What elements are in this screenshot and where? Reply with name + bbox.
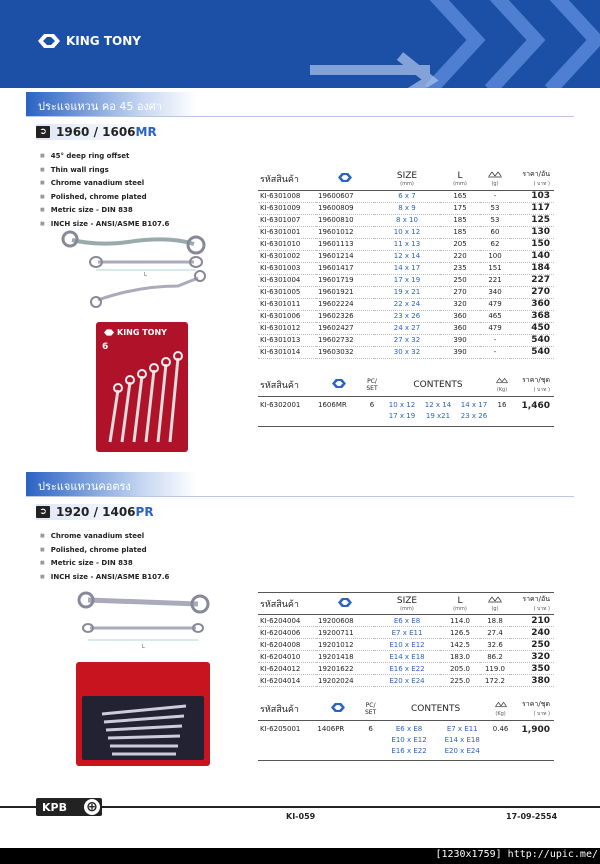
weight: 53 <box>480 214 510 226</box>
brand-logo-text: KING TONY <box>66 34 141 48</box>
section2-title: ประแจแหวนคอตรง <box>26 472 196 496</box>
table-row <box>258 262 554 274</box>
length: 205.0 <box>440 663 480 675</box>
table-row <box>258 627 554 639</box>
size: 24 x 27 <box>374 322 440 334</box>
price: 350 <box>510 663 554 675</box>
col-price-header: ราคา/อัน ( บาท ) <box>510 168 554 190</box>
brand-logo <box>38 34 141 48</box>
item-code: KI-6301009 <box>258 202 316 214</box>
page-footer <box>0 796 600 832</box>
set-col-price-header: ราคา/ชุด ( บาท ) <box>510 374 554 396</box>
set-content-item: E14 x E18 <box>444 735 480 744</box>
section2-features <box>40 530 169 584</box>
section1-divider <box>26 116 574 117</box>
set-pc: 6 <box>362 396 382 426</box>
section2-model-prefix: 1920 / 1406 <box>56 505 136 519</box>
set-row <box>258 396 554 426</box>
item-code: KI-6301002 <box>258 250 316 262</box>
section1-model-title <box>36 124 166 140</box>
price: 130 <box>510 226 554 238</box>
header-banner <box>0 0 600 88</box>
price: 117 <box>510 202 554 214</box>
item-code: KI-6204010 <box>258 651 316 663</box>
item-code: KI-6204006 <box>258 627 316 639</box>
item-code: KI-6301008 <box>258 190 316 202</box>
size: 10 x 12 <box>374 226 440 238</box>
price: 140 <box>510 250 554 262</box>
straight-wrench-drawing <box>74 590 210 652</box>
table-row <box>258 346 554 358</box>
item-code: KI-6301011 <box>258 298 316 310</box>
model-number: 19202024 <box>316 675 374 687</box>
model-number: 19602224 <box>316 298 374 310</box>
length: 185 <box>440 226 480 238</box>
page-code: KI-059 <box>286 812 316 821</box>
section2-spec-table <box>258 592 554 687</box>
set-kg: 0.46 <box>491 720 511 760</box>
weight: 100 <box>480 250 510 262</box>
set-contents <box>380 720 490 760</box>
scale-icon <box>495 701 507 709</box>
price: 210 <box>510 615 554 627</box>
size: 30 x 32 <box>374 346 440 358</box>
pouch-logo-icon <box>104 329 114 336</box>
table-row <box>258 298 554 310</box>
length: 114.0 <box>440 615 480 627</box>
feature-item: ■ Polished, chrome plated <box>40 191 169 205</box>
feature-item: ■ Chrome vanadium steel <box>40 177 169 191</box>
feature-item: ■ Thin wall rings <box>40 164 169 178</box>
set-row <box>258 720 554 760</box>
col-weight-header: (g) <box>480 168 510 190</box>
set-col-contents-header: CONTENTS <box>382 374 494 396</box>
model-number: 19201622 <box>316 663 374 675</box>
length: 270 <box>440 286 480 298</box>
weight: - <box>480 190 510 202</box>
table-row <box>258 190 554 202</box>
size: 19 x 21 <box>374 286 440 298</box>
size: 23 x 26 <box>374 310 440 322</box>
col-size-header: SIZE (mm) <box>374 168 440 190</box>
table-row <box>258 322 554 334</box>
section1-title: ประแจแหวน คอ 45 องศา <box>26 92 196 116</box>
size: 14 x 17 <box>374 262 440 274</box>
model-number: 19601214 <box>316 250 374 262</box>
section1-features <box>40 150 169 231</box>
set-content-item: 17 x 19 <box>388 411 416 420</box>
weight: - <box>480 346 510 358</box>
set-content-item: E20 x E24 <box>444 746 480 755</box>
price: 125 <box>510 214 554 226</box>
length: 390 <box>440 334 480 346</box>
set-content-item: E16 x E22 <box>391 746 427 755</box>
brand-mark-icon <box>338 173 352 182</box>
case-tray <box>82 696 204 760</box>
model-number: 19602427 <box>316 322 374 334</box>
feature-item: ■ Chrome vanadium steel <box>40 530 169 544</box>
set-contents <box>382 396 494 426</box>
size: 17 x 19 <box>374 274 440 286</box>
set-col-kg-header: (Kg) <box>494 374 510 396</box>
feature-item: ■ INCH size - ANSI/ASME B107.6 <box>40 218 169 232</box>
model-tag-icon: ➲ <box>36 506 50 518</box>
section1-set-table <box>258 374 554 427</box>
weight: 32.6 <box>480 639 510 651</box>
weight: 479 <box>480 322 510 334</box>
brand-mark-icon <box>331 703 345 712</box>
feature-item: ■ Polished, chrome plated <box>40 544 169 558</box>
weight: 465 <box>480 310 510 322</box>
length: 250 <box>440 274 480 286</box>
table-row <box>258 250 554 262</box>
set-col-code-header: รหัสสินค้า <box>258 698 315 720</box>
table-row <box>258 651 554 663</box>
item-code: KI-6301005 <box>258 286 316 298</box>
set-content-item: E7 x E11 <box>446 724 478 733</box>
feature-item: ■ Metric size - DIN 838 <box>40 557 169 571</box>
feature-item: ■ Metric size - DIN 838 <box>40 204 169 218</box>
weight: 60 <box>480 226 510 238</box>
set-col-contents-header: CONTENTS <box>380 698 490 720</box>
brand-mark-icon <box>332 379 346 388</box>
model-number: 19600607 <box>316 190 374 202</box>
set-content-item: 23 x 26 <box>460 411 488 420</box>
price: 270 <box>510 286 554 298</box>
set-col-kg-header: (Kg) <box>491 698 511 720</box>
weight: 119.0 <box>480 663 510 675</box>
size: E6 x E8 <box>374 615 440 627</box>
svg-text:L: L <box>142 644 145 650</box>
price: 360 <box>510 298 554 310</box>
model-number: 19601417 <box>316 262 374 274</box>
size: E7 x E11 <box>374 627 440 639</box>
price: 540 <box>510 334 554 346</box>
length: 185 <box>440 214 480 226</box>
set-content-item: 14 x 17 <box>460 400 488 409</box>
model-number: 19601113 <box>316 238 374 250</box>
set-model: 1606MR <box>316 396 362 426</box>
model-number: 19201418 <box>316 651 374 663</box>
table-row <box>258 675 554 687</box>
weight: 18.8 <box>480 615 510 627</box>
weight: 340 <box>480 286 510 298</box>
model-number: 19601719 <box>316 274 374 286</box>
pouch-count: 6 <box>102 342 109 352</box>
length: 390 <box>440 346 480 358</box>
price: 227 <box>510 274 554 286</box>
col-code-header: รหัสสินค้า <box>258 168 316 190</box>
length: 175 <box>440 202 480 214</box>
model-tag-icon: ➲ <box>36 126 50 138</box>
upload-watermark: [1230x1759] http://upic.me/ <box>435 849 598 860</box>
size: 22 x 24 <box>374 298 440 310</box>
length: 320 <box>440 298 480 310</box>
wrench-set-case-image <box>76 662 210 766</box>
length: 205 <box>440 238 480 250</box>
model-number: 19201012 <box>316 639 374 651</box>
set-content-item: 19 x21 <box>425 411 451 420</box>
size: 11 x 13 <box>374 238 440 250</box>
item-code: KI-6301004 <box>258 274 316 286</box>
price: 540 <box>510 346 554 358</box>
size: 8 x 10 <box>374 214 440 226</box>
weight: 172.2 <box>480 675 510 687</box>
weight: 479 <box>480 298 510 310</box>
size: 12 x 14 <box>374 250 440 262</box>
item-code: KI-6301012 <box>258 322 316 334</box>
scale-icon <box>488 171 502 179</box>
section1-spec-table <box>258 168 554 359</box>
brand-mark-icon <box>338 598 352 607</box>
feature-item: ■ 45° deep ring offset <box>40 150 169 164</box>
table-row <box>258 663 554 675</box>
length: 360 <box>440 322 480 334</box>
model-number: 19602326 <box>316 310 374 322</box>
model-number: 19602732 <box>316 334 374 346</box>
set-price: 1,460 <box>510 396 554 426</box>
set-kg: 16 <box>494 396 510 426</box>
section1-model-prefix: 1960 / 1606 <box>56 125 136 139</box>
table-row <box>258 615 554 627</box>
table-row <box>258 334 554 346</box>
col-weight-header: (g) <box>480 593 510 615</box>
item-code: KI-6204014 <box>258 675 316 687</box>
weight: 151 <box>480 262 510 274</box>
table-row <box>258 238 554 250</box>
size: E16 x E22 <box>374 663 440 675</box>
table-row <box>258 286 554 298</box>
set-code: KI-6205001 <box>258 720 315 760</box>
table-row <box>258 202 554 214</box>
weight: 27.4 <box>480 627 510 639</box>
size: E20 x E24 <box>374 675 440 687</box>
set-col-price-header: ราคา/ชุด ( บาท ) <box>510 698 554 720</box>
feature-item: ■ INCH size - ANSI/ASME B107.6 <box>40 571 169 585</box>
price: 184 <box>510 262 554 274</box>
model-number: 19601012 <box>316 226 374 238</box>
size: E10 x E12 <box>374 639 440 651</box>
scale-icon <box>496 377 508 385</box>
length: 142.5 <box>440 639 480 651</box>
set-col-pcset-header: PC/ SET <box>361 698 381 720</box>
kpb-logo-text: KPB <box>42 800 67 814</box>
section1-model-suffix: MR <box>135 125 157 139</box>
model-number: 19603032 <box>316 346 374 358</box>
length: 183.0 <box>440 651 480 663</box>
item-code: KI-6301003 <box>258 262 316 274</box>
length: 220 <box>440 250 480 262</box>
item-code: KI-6301010 <box>258 238 316 250</box>
col-model-header <box>316 593 374 615</box>
king-tony-logo-icon <box>38 34 60 48</box>
price: 368 <box>510 310 554 322</box>
weight: 53 <box>480 202 510 214</box>
section2-set-table <box>258 698 554 761</box>
length: 235 <box>440 262 480 274</box>
section2-model-title <box>36 504 166 520</box>
offset-wrench-drawing <box>58 226 208 316</box>
set-col-code-header: รหัสสินค้า <box>258 374 316 396</box>
col-length-header: L (mm) <box>440 168 480 190</box>
pouch-brand-text: KING TONY <box>117 328 167 337</box>
item-code: KI-6204008 <box>258 639 316 651</box>
price: 250 <box>510 639 554 651</box>
model-number: 19600810 <box>316 214 374 226</box>
table-row <box>258 226 554 238</box>
col-model-header <box>316 168 374 190</box>
item-code: KI-6301013 <box>258 334 316 346</box>
set-col-model-header <box>315 698 360 720</box>
wrench-set-pouch-image <box>96 322 188 452</box>
size: 6 x 7 <box>374 190 440 202</box>
model-number: 19200608 <box>316 615 374 627</box>
section2-model-suffix: PR <box>135 505 154 519</box>
length: 225.0 <box>440 675 480 687</box>
set-content-item: E6 x E8 <box>395 724 423 733</box>
set-content-item: E10 x E12 <box>391 735 427 744</box>
set-content-item: 10 x 12 <box>388 400 416 409</box>
scale-icon <box>488 596 502 604</box>
length: 126.5 <box>440 627 480 639</box>
set-content-item: 12 x 14 <box>424 400 452 409</box>
set-col-pcset-header: PC/ SET <box>362 374 382 396</box>
size: 8 x 9 <box>374 202 440 214</box>
wrenches-icon <box>100 350 184 448</box>
page-date: 17-09-2554 <box>506 812 558 821</box>
table-row <box>258 274 554 286</box>
item-code: KI-6204012 <box>258 663 316 675</box>
plus-icon: ⊕ <box>84 799 100 815</box>
item-code: KI-6301006 <box>258 310 316 322</box>
price: 150 <box>510 238 554 250</box>
price: 240 <box>510 627 554 639</box>
weight: - <box>480 334 510 346</box>
weight: 86.2 <box>480 651 510 663</box>
col-size-header: SIZE (mm) <box>374 593 440 615</box>
table-row <box>258 639 554 651</box>
table-row <box>258 310 554 322</box>
section2-table-body <box>258 615 554 687</box>
weight: 221 <box>480 274 510 286</box>
section1-table-body <box>258 190 554 358</box>
length: 360 <box>440 310 480 322</box>
set-pc: 6 <box>361 720 381 760</box>
item-code: KI-6301007 <box>258 214 316 226</box>
model-number: 19601921 <box>316 286 374 298</box>
size: E14 x E18 <box>374 651 440 663</box>
weight: 62 <box>480 238 510 250</box>
price: 320 <box>510 651 554 663</box>
price: 103 <box>510 190 554 202</box>
model-number: 19600809 <box>316 202 374 214</box>
set-col-model-header <box>316 374 362 396</box>
svg-text:L: L <box>144 272 147 278</box>
item-code: KI-6301014 <box>258 346 316 358</box>
set-price: 1,900 <box>510 720 554 760</box>
set-code: KI-6302001 <box>258 396 316 426</box>
price: 380 <box>510 675 554 687</box>
kpb-logo <box>36 798 102 816</box>
col-length-header: L (mm) <box>440 593 480 615</box>
size: 27 x 32 <box>374 334 440 346</box>
item-code: KI-6204004 <box>258 615 316 627</box>
price: 450 <box>510 322 554 334</box>
item-code: KI-6301001 <box>258 226 316 238</box>
col-price-header: ราคา/อัน ( บาท ) <box>510 593 554 615</box>
col-code-header: รหัสสินค้า <box>258 593 316 615</box>
set-model: 1406PR <box>315 720 360 760</box>
model-number: 19200711 <box>316 627 374 639</box>
length: 165 <box>440 190 480 202</box>
table-row <box>258 214 554 226</box>
arrow-decoration-icon <box>280 0 600 88</box>
wrenches-icon <box>82 696 204 760</box>
section2-divider <box>26 496 574 497</box>
